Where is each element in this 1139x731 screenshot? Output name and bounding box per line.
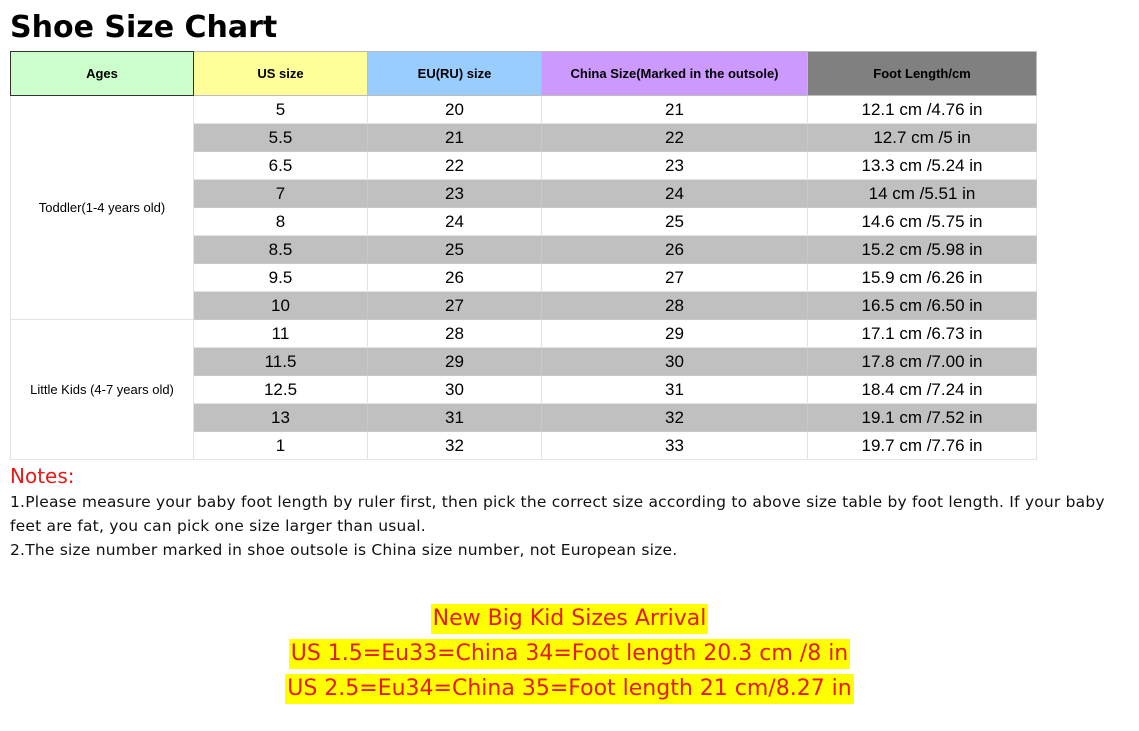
china-size-cell: 28	[542, 292, 808, 320]
china-size-cell: 21	[542, 96, 808, 124]
us-size-cell: 13	[194, 404, 368, 432]
table-header-row	[11, 52, 1037, 96]
eu-size-cell: 30	[368, 376, 542, 404]
header-china-size: China Size(Marked in the outsole)	[542, 52, 808, 96]
eu-size-cell: 21	[368, 124, 542, 152]
china-size-cell: 33	[542, 432, 808, 460]
china-size-cell: 26	[542, 236, 808, 264]
us-size-cell: 12.5	[194, 376, 368, 404]
eu-size-cell: 31	[368, 404, 542, 432]
foot-length-cell: 17.1 cm /6.73 in	[808, 320, 1037, 348]
eu-size-cell: 24	[368, 208, 542, 236]
header-foot-length: Foot Length/cm	[808, 52, 1037, 96]
us-size-cell: 5	[194, 96, 368, 124]
arrival-size-us-1-5: US 1.5=Eu33=China 34=Foot length 20.3 cm /8 in	[289, 639, 851, 669]
china-size-cell: 29	[542, 320, 808, 348]
china-size-cell: 32	[542, 404, 808, 432]
foot-length-cell: 17.8 cm /7.00 in	[808, 348, 1037, 376]
china-size-cell: 25	[542, 208, 808, 236]
foot-length-cell: 19.7 cm /7.76 in	[808, 432, 1037, 460]
eu-size-cell: 28	[368, 320, 542, 348]
china-size-cell: 24	[542, 180, 808, 208]
us-size-cell: 10	[194, 292, 368, 320]
note-item-1: 1.Please measure your baby foot length by ruler first, then pick the correct size according to above size table by foot length. If your baby feet are fat, you can pick one size larger than usual.	[10, 493, 1105, 535]
us-size-cell: 8.5	[194, 236, 368, 264]
foot-length-cell: 19.1 cm /7.52 in	[808, 404, 1037, 432]
foot-length-cell: 14.6 cm /5.75 in	[808, 208, 1037, 236]
size-chart-table	[10, 51, 1037, 460]
foot-length-cell: 12.7 cm /5 in	[808, 124, 1037, 152]
us-size-cell: 5.5	[194, 124, 368, 152]
us-size-cell: 9.5	[194, 264, 368, 292]
table-row	[11, 96, 1037, 124]
foot-length-cell: 18.4 cm /7.24 in	[808, 376, 1037, 404]
foot-length-cell: 15.2 cm /5.98 in	[808, 236, 1037, 264]
us-size-cell: 6.5	[194, 152, 368, 180]
note-item-2: 2.The size number marked in shoe outsole is China size number, not European size.	[10, 541, 678, 559]
age-group-little-kids: Little Kids (4-7 years old)	[11, 320, 194, 460]
eu-size-cell: 26	[368, 264, 542, 292]
eu-size-cell: 27	[368, 292, 542, 320]
us-size-cell: 8	[194, 208, 368, 236]
arrival-heading: New Big Kid Sizes Arrival	[431, 604, 709, 634]
arrival-size-us-2-5: US 2.5=Eu34=China 35=Foot length 21 cm/8.27 in	[285, 674, 854, 704]
foot-length-cell: 15.9 cm /6.26 in	[808, 264, 1037, 292]
us-size-cell: 11.5	[194, 348, 368, 376]
age-group-toddler: Toddler(1-4 years old)	[11, 96, 194, 320]
china-size-cell: 31	[542, 376, 808, 404]
china-size-cell: 22	[542, 124, 808, 152]
new-sizes-announcement	[0, 604, 1139, 709]
eu-size-cell: 25	[368, 236, 542, 264]
china-size-cell: 30	[542, 348, 808, 376]
table-row	[11, 320, 1037, 348]
header-us-size: US size	[194, 52, 368, 96]
notes-section	[10, 462, 1136, 562]
eu-size-cell: 29	[368, 348, 542, 376]
header-ages: Ages	[11, 52, 194, 96]
foot-length-cell: 14 cm /5.51 in	[808, 180, 1037, 208]
china-size-cell: 23	[542, 152, 808, 180]
header-eu-size: EU(RU) size	[368, 52, 542, 96]
foot-length-cell: 13.3 cm /5.24 in	[808, 152, 1037, 180]
foot-length-cell: 16.5 cm /6.50 in	[808, 292, 1037, 320]
page-title: Shoe Size Chart	[10, 10, 278, 45]
eu-size-cell: 20	[368, 96, 542, 124]
us-size-cell: 1	[194, 432, 368, 460]
us-size-cell: 7	[194, 180, 368, 208]
eu-size-cell: 32	[368, 432, 542, 460]
eu-size-cell: 23	[368, 180, 542, 208]
eu-size-cell: 22	[368, 152, 542, 180]
notes-heading: Notes:	[10, 464, 75, 488]
china-size-cell: 27	[542, 264, 808, 292]
foot-length-cell: 12.1 cm /4.76 in	[808, 96, 1037, 124]
us-size-cell: 11	[194, 320, 368, 348]
